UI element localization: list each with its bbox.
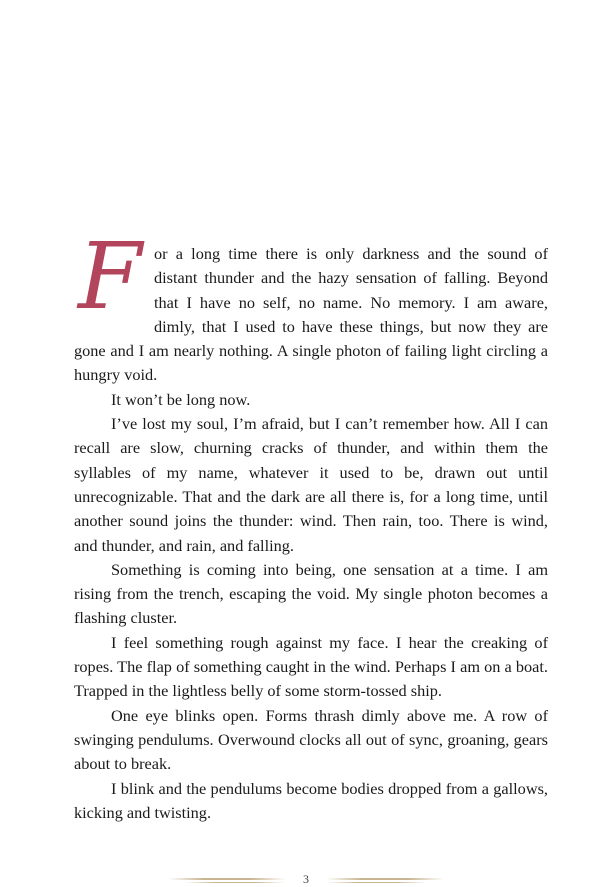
chapter-body bbox=[74, 223, 548, 825]
paragraph-1-text: or a long time there is only darkness and the sound of distant thunder and the hazy sensation of falling. Beyond that I have no self, no name. No memory. I am aware, dimly, that I used to have these things, but now they are gone and I am nearly nothing. A single photon of failing light circling a hungry void. bbox=[74, 244, 548, 385]
footer-ornament-right-thin bbox=[327, 882, 427, 883]
paragraph-2: It won’t be long now. bbox=[111, 389, 251, 409]
paragraph-6: One eye blinks open. Forms thrash dimly above me. A row of swinging pendulums. Overwound clocks all out of sync, groaning, gears about to break. bbox=[74, 705, 548, 774]
paragraph-3: I’ve lost my soul, I’m afraid, but I can’t remember how. All I can recall are slow, churning cracks of thunder, and within them the syllables of my name, whatever it used to be, drawn out until unrecognizable. That and the dark are all there is, for a long time, until another sound joins the thunder: wind. Then rain, too. There is wind, and thunder, and rain, and falling. bbox=[74, 414, 548, 555]
page-number: 3 bbox=[303, 872, 309, 886]
drop-cap-letter: F bbox=[78, 223, 142, 330]
footer-ornament-left-thin bbox=[185, 882, 285, 883]
page-footer bbox=[0, 872, 600, 887]
paragraph-1 bbox=[74, 223, 548, 388]
paragraph-5: I feel something rough against my face. I hear the creaking of ropes. The flap of something caught in the wind. Perhaps I am on a boat. Trapped in the lightless belly of some storm-tossed ship. bbox=[74, 632, 548, 701]
paragraph-7: I blink and the pendulums become bodies dropped from a gallows, kicking and twisting. bbox=[74, 778, 548, 822]
drop-cap bbox=[70, 223, 150, 330]
footer-ornament-right bbox=[326, 878, 444, 880]
footer-ornament-left bbox=[168, 878, 286, 880]
paragraph-4: Something is coming into being, one sensation at a time. I am rising from the trench, escaping the void. My single photon becomes a flashing cluster. bbox=[74, 559, 548, 628]
